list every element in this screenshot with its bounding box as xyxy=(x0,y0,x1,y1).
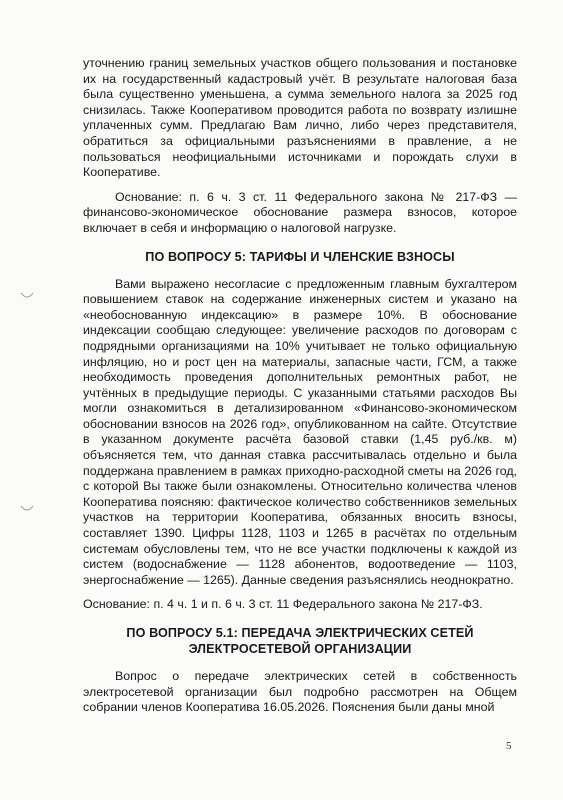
paragraph-tariffs-explanation: Вами выражено несогласие с предложенным главным бухгалтером повышением ставок на содержание инженерных систем и указано на «необоснованную индексацию» в размере 10%. В обоснование индексации сообщаю следующее: увеличение расходов по договорам с подрядными организациями на 10% учитывает не только официальную инфляцию, но и рост цен на материалы, запасные части, ГСМ, а также необходимость проведения дополнительных ремонтных работ, не учтённых в предыдущие периоды. С указанными статьями расходов Вы могли ознакомиться в детализированном «Финансово-экономическом обосновании взносов на 2026 год», опубликованном на сайте. Отсутствие в указанном документе расчёта базовой ставки (1,45 руб./кв. м) объясняется тем, что данная ставка рассчитывалась отдельно и была поддержана правлением в рамках приходно-расходной сметы на 2026 год, с которой Вы также были ознакомлены. Относительно количества членов Кооператива поясняю: фактическое количество собственников земельных участков на территории Кооператива, обязанных вносить взносы, составляет 1390. Цифры 1128, 1103 и 1265 в расчётах по отдельным системам обусловлены тем, что не все участки подключены к каждой из систем (водоснабжение — 1128 абонентов, водоотведение — 1103, энергоснабжение — 1265). Данные сведения разъяснялись неоднократно. xyxy=(83,276,517,587)
paragraph-basis-tariffs: Основание: п. 4 ч. 1 и п. 6 ч. 3 ст. 11 Федерального закона № 217-ФЗ. xyxy=(83,597,483,612)
page-number: 5 xyxy=(506,740,512,752)
paragraph-tax-continuation: уточнению границ земельных участков общего пользования и постановке их на государственный кадастровый учёт. В результате налоговая база была существенно уменьшена, а сумма земельного налога за 2025 год снизилась. Также Кооперативом проводится работа по возврату излишне уплаченных сумм. Предлагаю Вам лично, либо через представителя, обратиться за официальными разъяснениями в правление, а не пользоваться неофициальными источниками и порождать слухи в Кооперативе. xyxy=(83,56,517,180)
section-heading-5-1-line-2: ЭЛЕКТРОСЕТЕВОЙ ОРГАНИЗАЦИИ xyxy=(188,642,412,656)
paragraph-power-grid-transfer: Вопрос о передаче электрических сетей в собственность электросетевой организации был подробно рассмотрен на Общем собрании членов Кооператива 16.05.2026. Пояснения были даны мной xyxy=(83,669,517,715)
section-heading-5-1-line-1: ПО ВОПРОСУ 5.1: ПЕРЕДАЧА ЭЛЕКТРИЧЕСКИХ СЕТЕЙ xyxy=(126,626,474,640)
punch-hole-mark xyxy=(20,292,34,300)
punch-hole-mark xyxy=(20,505,34,513)
paragraph-basis-tax: Основание: п. 6 ч. 3 ст. 11 Федерального закона № 217-ФЗ — финансово-экономическое обоснование размера взносов, которое включает в себя и информацию о налоговой нагрузке. xyxy=(83,189,517,235)
document-body xyxy=(83,56,517,716)
section-heading-5: ПО ВОПРОСУ 5: ТАРИФЫ И ЧЛЕНСКИЕ ВЗНОСЫ xyxy=(145,249,455,264)
